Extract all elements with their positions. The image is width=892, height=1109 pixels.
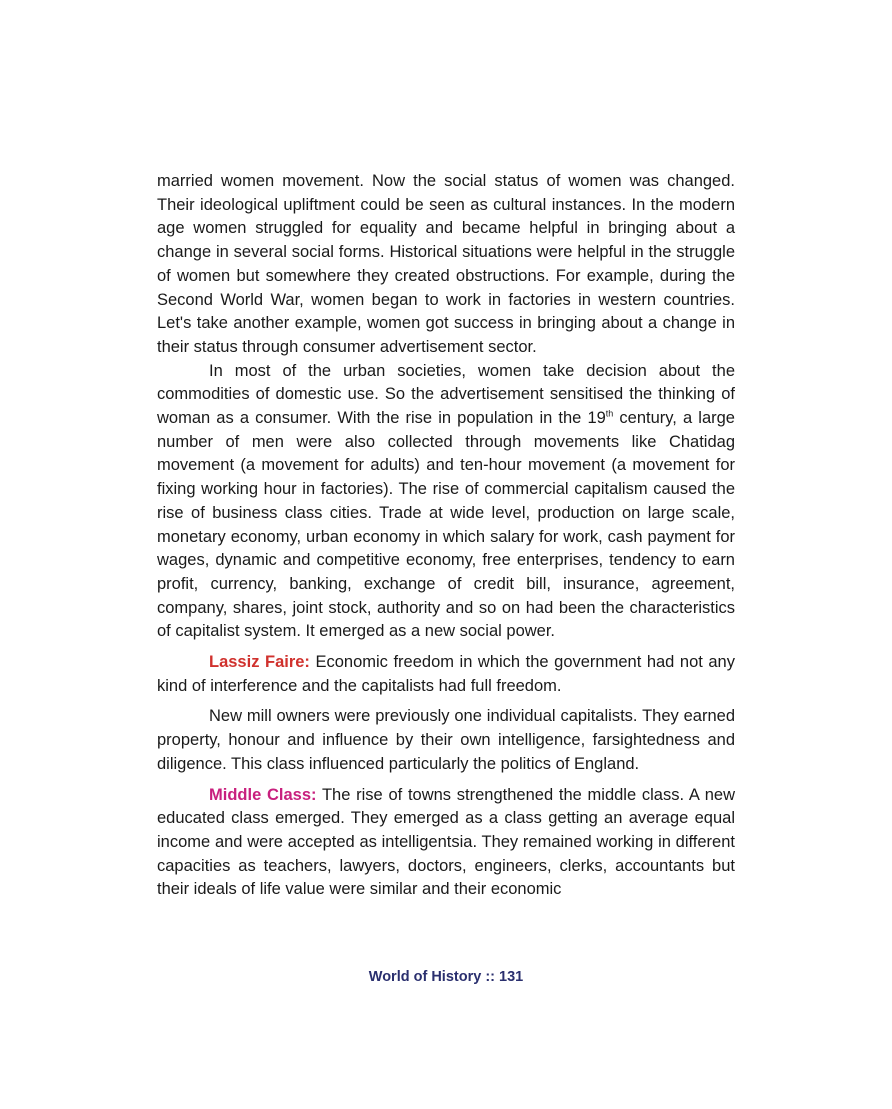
definition-middle-class: The rise of towns strengthened the middle class. A new educated class emerged. They emerged as a class getting an average equal income and were accepted as intelligentsia. They remained working in different capacities as teachers, lawyers, doctors, engineers, clerks, accountants but their ideals of life value were similar and their economic xyxy=(157,785,735,899)
paragraph-urban-text-start: In most of the urban societies, women take decision about the commodities of domestic use. So the advertisement sensitised the thinking of woman as a consumer. With the rise in population in the 19 xyxy=(157,361,735,428)
paragraph-middle-class xyxy=(157,784,735,903)
paragraph-mill-owners: New mill owners were previously one individual capitalists. They earned property, honour and influence by their own intelligence, farsightedness and diligence. This class influenced particularly the politics of England. xyxy=(157,707,735,773)
page-footer: World of History :: 131 xyxy=(368,969,524,985)
term-middle-class: Middle Class: xyxy=(209,785,317,804)
superscript-th: th xyxy=(605,408,614,419)
paragraph-women-movement: married women movement. Now the social status of women was changed. Their ideological upliftment could be seen as cultural instances. In the modern age women struggled for equality and became helpful in bringing about a change in several social forms. Historical situations were helpful in the struggle of women but somewhere they created obstructions. For example, during the Second World War, women began to work in factories in western countries. Let's take another example, women got success in bringing about a change in their status through consumer advertisement sector. xyxy=(157,172,735,356)
page-body xyxy=(157,170,735,902)
term-lassiz-faire: Lassiz Faire: xyxy=(209,653,310,672)
paragraph-urban-text-end: century, a large number of men were also collected through movements like Chatidag movement (a movement for adults) and ten-hour movement (a movement for fixing working hour in factories). The rise of commercial capitalism caused the rise of business class cities. Trade at wide level, production on large scale, monetary economy, urban economy in which salary for work, cash payment for wages, dynamic and competitive economy, free enterprises, tendency to earn profit, currency, banking, exchange of credit bill, insurance, agreement, company, shares, joint stock, authority and so on had been the characteristics of capitalist system. It emerged as a new social power. xyxy=(157,409,735,641)
paragraph-urban-societies xyxy=(157,360,735,644)
paragraph-lassiz-faire xyxy=(157,651,735,698)
definition-lassiz-faire: Economic freedom in which the government had not any kind of interference and the capitalists had full freedom. xyxy=(157,653,735,695)
